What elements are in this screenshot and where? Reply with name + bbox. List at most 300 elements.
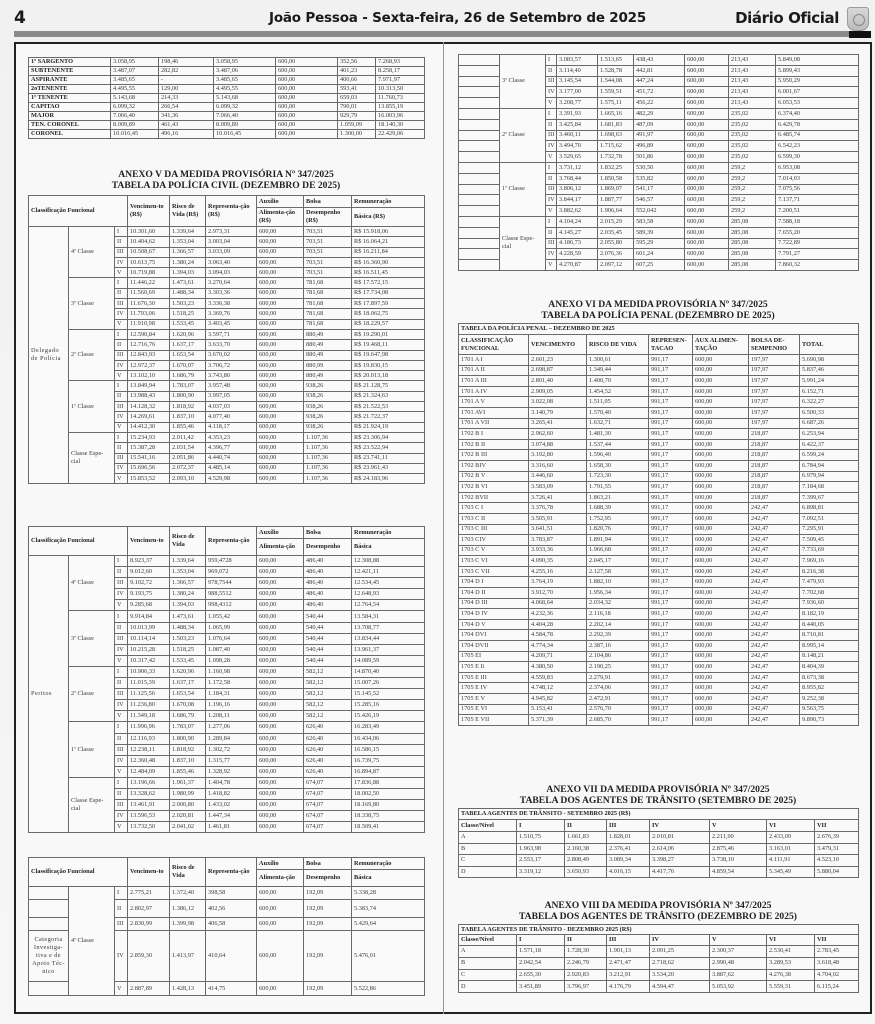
table-cell: Classe Espe-cial [69, 432, 115, 483]
table-cell: 2.676,39 [815, 832, 859, 844]
table-cell: 674,07 [304, 822, 352, 833]
table-cell: 600,00 [693, 598, 749, 609]
table-cell: 600,00 [693, 503, 749, 514]
table-cell: 1.277,06 [206, 722, 257, 733]
agentes-transito-dezembro-table: TABELA AGENTES DE TRÂNSITO - DEZEMBRO 2025 (R$) Classe/Nível I II III IV V VI VII A 1.571,18 1.728,30 1.901,13 2.091,25 2.300,37 2.530,41 2.783,45 B 2.042,54 2.246,79 2.471,47 2.718,62 2.990,48 3.289,53 3.618,48 C 2.655,30 2.920,83 3.212,91 3.534,20 3.887,62 4.276,38 4.704,02 D 3.451,89 3.796,97 4.176,79 4.594,47 5.053,92 5.559,31 6.115,24 [458, 924, 859, 993]
table-cell: 600,00 [276, 67, 338, 76]
table-cell: 197,97 [749, 397, 800, 408]
table-cell: 11.125,56 [128, 689, 170, 700]
table-cell: 1702 BIV [459, 460, 529, 471]
table-cell: 2.279,91 [587, 672, 649, 683]
table-cell: R$ 18.062,75 [352, 309, 425, 319]
table-cell: 1.386,12 [170, 900, 206, 918]
table-row [29, 887, 425, 900]
table-cell: II [115, 622, 128, 633]
table-cell: 1701 A VII [459, 418, 529, 429]
table-cell: 218,87 [749, 429, 800, 440]
table-cell: 991,17 [649, 588, 693, 599]
table-cell: 14.412,30 [128, 422, 170, 432]
table-cell: 600,00 [257, 567, 304, 578]
table-cell: 8.009,89 [111, 121, 159, 130]
table-cell: 1701 AVI [459, 407, 529, 418]
table-cell: 600,00 [257, 777, 304, 788]
table-cell: 600,00 [685, 227, 729, 238]
column-header: V [710, 820, 767, 832]
table-cell: 530,50 [634, 162, 685, 173]
table-cell: 600,00 [693, 492, 749, 503]
table-cell: 6.053,53 [776, 98, 859, 109]
table-cell: 1.544,08 [598, 76, 634, 87]
table-cell: B [459, 843, 517, 855]
table-cell: 1.098,28 [206, 655, 257, 666]
table-cell: 1.302,72 [206, 744, 257, 755]
table-cell: 192,09 [304, 900, 352, 918]
table-cell: 5.950,29 [776, 76, 859, 87]
header-rule-tab [849, 31, 871, 38]
table-cell: 600,00 [257, 733, 304, 744]
table-cell: R$ 19.290,01 [352, 329, 425, 339]
empty-cell [459, 55, 500, 66]
table-cell: 600,00 [693, 450, 749, 461]
table-cell: IV [115, 412, 128, 422]
table-cell: 4.495,55 [111, 85, 159, 94]
table-cell: 1703 C II [459, 513, 529, 524]
table-cell: 600,00 [693, 429, 749, 440]
table-cell: 781,68 [304, 309, 352, 319]
table-cell: 3.957,48 [206, 381, 257, 391]
table-cell: 8.404,39 [800, 662, 859, 673]
table-cell: 4.748,12 [529, 683, 587, 694]
table-cell: 593,41 [338, 85, 376, 94]
table-cell: 4.529,98 [206, 474, 257, 484]
empty-cell [459, 249, 500, 260]
table-cell: 4ª Classe [69, 556, 115, 611]
table-cell: 486,40 [304, 556, 352, 567]
table-cell: 2.576,70 [587, 704, 649, 715]
table-cell: 482,29 [634, 108, 685, 119]
table-cell: 3.398,27 [650, 855, 710, 867]
table-cell: 1.828,01 [607, 832, 650, 844]
table-cell: 12.972,37 [128, 360, 170, 370]
table-cell: 4.380,50 [529, 662, 587, 673]
table-cell: 1.963,98 [517, 843, 565, 855]
table-cell: 600,00 [257, 422, 304, 432]
table-cell: 1703 C VI [459, 556, 529, 567]
table-cell: 600,00 [257, 257, 304, 267]
table-cell: 7.733,69 [800, 545, 859, 556]
table-cell: 242,47 [749, 683, 800, 694]
table-cell: 600,00 [257, 887, 304, 900]
table-cell: 674,07 [304, 788, 352, 799]
table-row [29, 381, 425, 391]
table-cell: 15.285,16 [352, 700, 425, 711]
table-cell: 2.601,23 [529, 355, 587, 366]
table-cell: 3.460,11 [557, 130, 598, 141]
table-cell: 4.594,47 [650, 981, 710, 993]
table-cell: 600,00 [276, 58, 338, 67]
empty-cell [459, 184, 500, 195]
table-cell: 12.421,11 [352, 567, 425, 578]
table-cell: 18.169,80 [352, 800, 425, 811]
table-cell: 2.775,21 [128, 887, 170, 900]
table-cell: 600,00 [257, 309, 304, 319]
table-cell: 3.058,95 [111, 58, 159, 67]
table-cell: 4.209,71 [529, 651, 587, 662]
table-cell: 3.844,17 [557, 195, 598, 206]
table-cell: I [546, 55, 557, 66]
table-cell: 929,79 [338, 112, 376, 121]
column-header: II [565, 935, 607, 946]
table-cell: 14.128,32 [128, 402, 170, 412]
table-cell: 4.559,83 [529, 672, 587, 683]
table-cell: 600,00 [257, 600, 304, 611]
table-cell: 3.033,09 [206, 247, 257, 257]
table-cell: 6.542,23 [776, 141, 859, 152]
table-cell: 600,00 [257, 982, 304, 996]
table-cell: Classe Espe-cial [69, 777, 115, 832]
table-row [29, 227, 425, 237]
anexo-viii-title: ANEXO VIII DA MEDIDA PROVISÓRIA Nº 347/2025 TABELA DOS AGENTES DE TRÂNSITO (DEZEMBRO DE 2025) [518, 900, 798, 922]
table-cell: 461,43 [159, 121, 214, 130]
table-cell: I [115, 556, 128, 567]
table-cell: 600,00 [257, 822, 304, 833]
table-cell: 3.534,20 [650, 969, 710, 981]
table-row [459, 981, 859, 993]
table-cell: 600,00 [257, 622, 304, 633]
table-cell: IV [115, 700, 128, 711]
table-cell: 7.075,56 [776, 184, 859, 195]
table-cell: 3.319,12 [517, 866, 565, 878]
table-cell: R$ 21.128,75 [352, 381, 425, 391]
table-cell: 600,00 [693, 683, 749, 694]
agentes-dezembro-columns [459, 935, 859, 946]
table-cell: 14.870,40 [352, 666, 425, 677]
table-cell: IV [115, 257, 128, 267]
table-cell: 991,17 [649, 577, 693, 588]
table-cell: 4.276,38 [767, 969, 815, 981]
table-cell: 7.702,68 [800, 588, 859, 599]
table-cell: 600,00 [685, 162, 729, 173]
table-cell: 600,00 [685, 98, 729, 109]
state-coat-of-arms-icon [847, 7, 869, 31]
table-cell: 2.962,60 [529, 429, 587, 440]
table-cell: 486,40 [304, 578, 352, 589]
table-cell: 600,00 [257, 589, 304, 600]
table-cell: 2.655,30 [517, 969, 565, 981]
table-cell: 3.208,77 [557, 98, 598, 109]
table-cell: 7.722,89 [776, 238, 859, 249]
table-cell: 1ª Classe [69, 722, 115, 777]
table-cell: 12.764,54 [352, 600, 425, 611]
table-cell: 2.292,39 [587, 630, 649, 641]
table-cell: 259,2 [729, 173, 776, 184]
table-cell: 600,00 [685, 130, 729, 141]
table-cell: 2ª Classe [500, 108, 546, 162]
table-cell: 1.372,40 [170, 887, 206, 900]
table-cell: 600,00 [693, 535, 749, 546]
table-cell: 6.687,26 [800, 418, 859, 429]
table-cell: 4.255,16 [529, 566, 587, 577]
table-row [459, 471, 859, 482]
table-cell: 991,17 [649, 672, 693, 683]
table-cell: 213,43 [729, 98, 776, 109]
table-cell: 14.089,59 [352, 655, 425, 666]
table-cell: 5.837,46 [800, 365, 859, 376]
table-cell: 8.440,05 [800, 619, 859, 630]
table-cell: 1.882,10 [587, 577, 649, 588]
table-cell: 242,47 [749, 577, 800, 588]
table-cell: 1702 B VI [459, 482, 529, 493]
table-cell: R$ 21.522,53 [352, 402, 425, 412]
table-cell: 600,00 [693, 588, 749, 599]
table-cell: 790,01 [338, 103, 376, 112]
table-cell: 4.077,40 [206, 412, 257, 422]
table-row [459, 503, 859, 514]
table-cell: 583,58 [634, 216, 685, 227]
table-row [459, 598, 859, 609]
table-cell: 600,00 [257, 371, 304, 381]
table-cell: 600,00 [693, 386, 749, 397]
table-cell: 242,47 [749, 598, 800, 609]
empty-cell [459, 130, 500, 141]
column-header: VII [815, 935, 859, 946]
table-row [459, 108, 859, 119]
table-cell: 2.376,41 [607, 843, 650, 855]
table-cell: 16.283,49 [352, 722, 425, 733]
table-cell: IV [115, 463, 128, 473]
table-cell: V [115, 711, 128, 722]
table-cell: 1.837,10 [170, 412, 206, 422]
table-cell: 600,00 [693, 630, 749, 641]
table-cell: 2.802,97 [128, 900, 170, 918]
table-cell: 487,09 [634, 119, 685, 130]
table-cell: 4.186,73 [557, 238, 598, 249]
table-cell: 2.093,10 [170, 474, 206, 484]
table-cell: Categoria Investiga-tiva e de Apoio Téc-nico [29, 931, 69, 982]
table-cell: 3.768,44 [557, 173, 598, 184]
table-cell: 600,00 [693, 715, 749, 726]
table-cell: 991,17 [649, 439, 693, 450]
table-row [459, 832, 859, 844]
table-cell: 12.238,11 [128, 744, 170, 755]
table-cell: R$ 23.741,11 [352, 453, 425, 463]
table-cell: 3.451,89 [517, 981, 565, 993]
table-cell: V [115, 766, 128, 777]
table-cell: 600,00 [685, 87, 729, 98]
table-cell: 991,17 [649, 651, 693, 662]
table-cell: 341,36 [159, 112, 214, 121]
table-cell: 600,00 [693, 641, 749, 652]
table-cell: Classe Espe-cial [500, 216, 546, 270]
table-cell: 1.055,42 [206, 611, 257, 622]
table-cell: 3.706,72 [206, 360, 257, 370]
table-cell: 4.774,34 [529, 641, 587, 652]
table-cell: 2.973,31 [206, 227, 257, 237]
table-cell: 4.118,17 [206, 422, 257, 432]
table-cell: 1.328,92 [206, 766, 257, 777]
policia-penal-table [458, 323, 859, 726]
table-cell: II [546, 227, 557, 238]
table-cell: TEN. CORONEL [29, 121, 111, 130]
table-cell: III [115, 744, 128, 755]
table-cell: 3.425,84 [557, 119, 598, 130]
table-cell: 969,072 [206, 567, 257, 578]
table-cell: 600,00 [257, 788, 304, 799]
table-cell: 242,47 [749, 651, 800, 662]
table-cell: V [115, 319, 128, 329]
table-cell: 7.971,97 [376, 76, 425, 85]
table-cell: 1703 C V [459, 545, 529, 556]
table-cell: 1.571,18 [517, 946, 565, 958]
table-cell: 552,042 [634, 206, 685, 217]
table-cell: 582,12 [304, 711, 352, 722]
table-cell: 12.648,93 [352, 589, 425, 600]
table-cell: 600,00 [257, 744, 304, 755]
table-cell: 4.584,78 [529, 630, 587, 641]
table-cell: II [115, 900, 128, 918]
column-header: VII [815, 820, 859, 832]
table-cell: I [115, 278, 128, 288]
table-cell: 3.485,65 [111, 76, 159, 85]
table-cell: 540,44 [304, 655, 352, 666]
table-cell: 242,47 [749, 524, 800, 535]
table-cell: 1.855,46 [170, 422, 206, 432]
table-cell: 703,51 [304, 247, 352, 257]
table-cell: 5.429,64 [352, 918, 425, 931]
table-cell: 991,17 [649, 704, 693, 715]
table-cell: 9.285,68 [128, 600, 170, 611]
table-cell: 1ª Classe [69, 381, 115, 432]
table-cell: 991,17 [649, 556, 693, 567]
table-cell: 1.681,83 [598, 119, 634, 130]
table-cell: II [115, 443, 128, 453]
table-cell: 5.880,04 [815, 866, 859, 878]
table-cell: 9.252,38 [800, 694, 859, 705]
table-cell: 213,43 [729, 76, 776, 87]
table-cell: 1.688,39 [587, 503, 649, 514]
table-cell: 991,17 [649, 355, 693, 366]
table-row [459, 460, 859, 471]
table-cell: B [459, 957, 517, 969]
table-cell: 1701 A V [459, 397, 529, 408]
table-cell: 12.534,45 [352, 578, 425, 589]
table-cell: 2oTENENTE [29, 85, 111, 94]
table-cell: 8.148,21 [800, 651, 859, 662]
table-cell: 9.563,75 [800, 704, 859, 715]
empty-cell [459, 206, 500, 217]
table-cell: 242,47 [749, 556, 800, 567]
table-cell: 626,40 [304, 722, 352, 733]
delegado-salary-table [28, 195, 425, 484]
table-cell: 242,47 [749, 694, 800, 705]
table-cell: 242,47 [749, 609, 800, 620]
table-cell: 3.912,70 [529, 588, 587, 599]
table-cell: V [115, 822, 128, 833]
table-cell: II [115, 340, 128, 350]
table-cell: 242,47 [749, 715, 800, 726]
table-cell: V [115, 371, 128, 381]
table-cell: 1.065,99 [206, 622, 257, 633]
table-cell: 1.661,83 [565, 832, 607, 844]
table-cell: 600,00 [693, 556, 749, 567]
table-cell: 285,08 [729, 260, 776, 271]
table-cell: 213,43 [729, 65, 776, 76]
table-cell: 600,00 [276, 121, 338, 130]
table-cell: R$ 18.229,57 [352, 319, 425, 329]
table-cell: 7.137,71 [776, 195, 859, 206]
table-cell: 600,00 [257, 299, 304, 309]
table-cell: 2.530,41 [767, 946, 815, 958]
table-cell: 991,17 [649, 471, 693, 482]
column-header: VENCIMENTO [529, 335, 587, 355]
table-cell: II [115, 237, 128, 247]
table-cell: 3.731,12 [557, 162, 598, 173]
column-header: III [607, 935, 650, 946]
table-cell: 6.485,74 [776, 130, 859, 141]
table-cell: 12.116,93 [128, 733, 170, 744]
table-cell: 600,00 [693, 672, 749, 683]
table-cell: 6.001,67 [776, 87, 859, 98]
table-cell: IV [115, 360, 128, 370]
table-cell: 1.172,58 [206, 678, 257, 689]
table-cell: 486,40 [304, 567, 352, 578]
table-cell: 1.891,94 [587, 535, 649, 546]
table-cell: 600,00 [685, 76, 729, 87]
table-cell: I [115, 777, 128, 788]
table-cell: 880,49 [304, 371, 352, 381]
table-row [459, 946, 859, 958]
table-cell: 192,09 [304, 887, 352, 900]
table-cell: 11.446,22 [128, 278, 170, 288]
table-cell: V [115, 422, 128, 432]
table-cell: 600,00 [685, 216, 729, 227]
table-cell: 1.791,55 [587, 482, 649, 493]
table-cell: 659,03 [338, 94, 376, 103]
table-cell: II [115, 678, 128, 689]
table-cell: 600,00 [257, 247, 304, 257]
table-cell: 2.718,62 [650, 957, 710, 969]
table-cell: 600,00 [685, 65, 729, 76]
table-cell: 600,00 [257, 578, 304, 589]
table-cell: 2.104,86 [587, 651, 649, 662]
table-cell: 3.145,54 [557, 76, 598, 87]
table-cell: 1.107,36 [304, 474, 352, 484]
table-cell: 991,17 [649, 407, 693, 418]
table-cell: IV [115, 755, 128, 766]
table-row [459, 216, 859, 227]
table-cell: 13.102,10 [128, 371, 170, 381]
table-cell: 18.338,75 [352, 811, 425, 822]
table-cell: 5.053,92 [710, 981, 767, 993]
table-cell: 600,00 [257, 556, 304, 567]
table-cell: 991,17 [649, 418, 693, 429]
table-cell: 352,56 [338, 58, 376, 67]
table-cell: 3.783,87 [529, 535, 587, 546]
table-cell: 6.099,32 [214, 103, 276, 112]
table-cell: 938,26 [304, 391, 352, 401]
table-cell: 3.289,53 [767, 957, 815, 969]
apoio-continued-body [459, 55, 859, 271]
table-cell: 3.369,76 [206, 309, 257, 319]
table-cell: III [115, 247, 128, 257]
table-cell: 235,02 [729, 130, 776, 141]
table-cell: 3.641,51 [529, 524, 587, 535]
table-cell: 1.059,09 [338, 121, 376, 130]
table-row [459, 715, 859, 726]
table-cell: 242,47 [749, 672, 800, 683]
table-cell: 2.801,40 [529, 376, 587, 387]
empty-cell [459, 227, 500, 238]
